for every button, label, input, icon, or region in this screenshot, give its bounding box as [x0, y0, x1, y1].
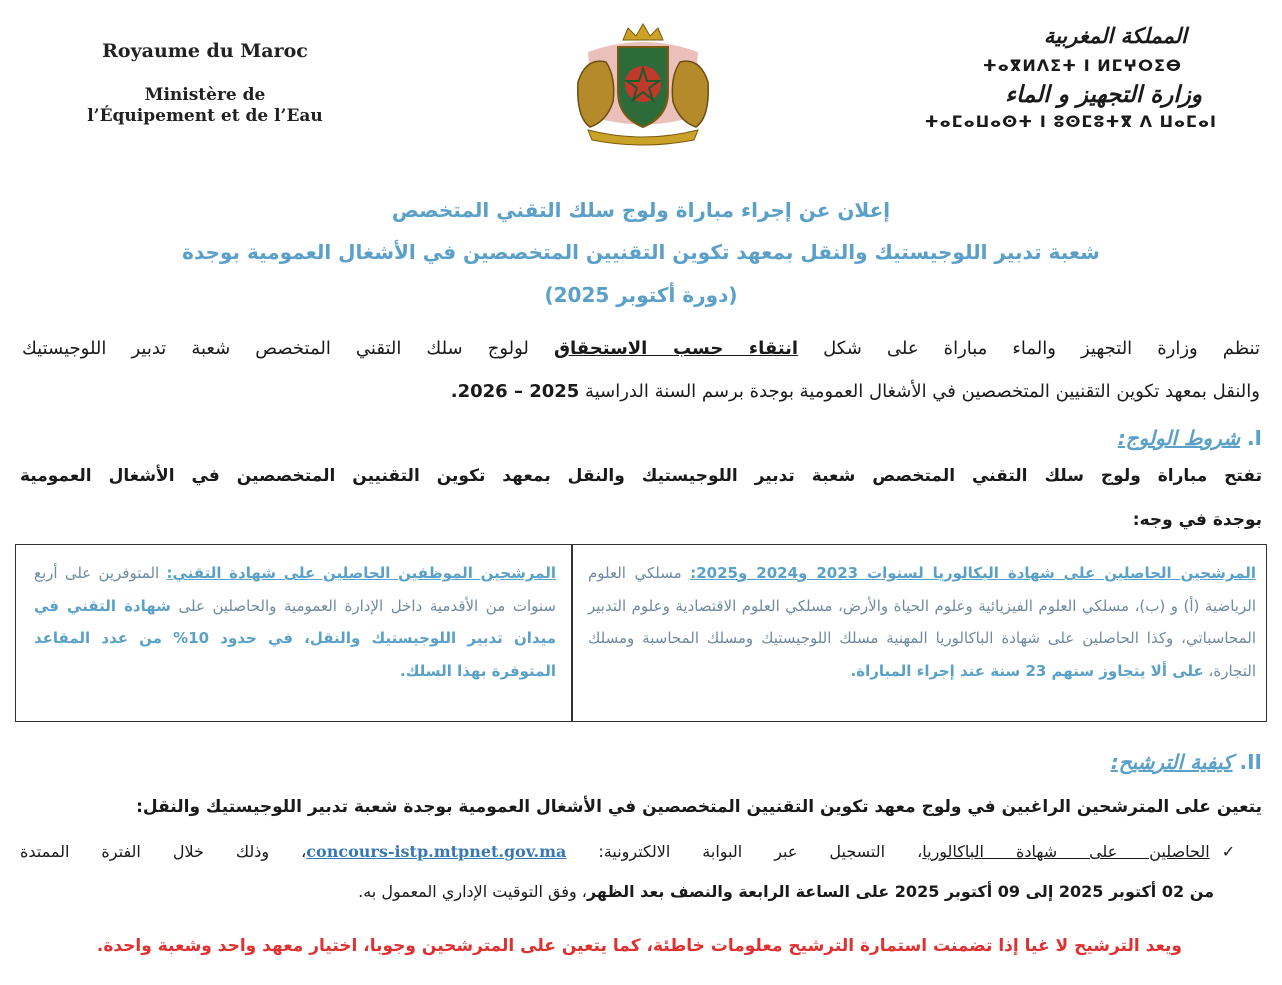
warning-note: ويعد الترشيح لا غيا إذا تضمنت استمارة الترشيح معلومات خاطئة، كما يتعين على المترشحين وجوبا، اختيار معهد واحد وشعبة واحدة. [96, 936, 1182, 956]
cell-age-condition: على ألا يتجاوز سنهم 23 سنة عند إجراء المباراة. [850, 661, 1204, 680]
conditions-intro-line1: تفتح مباراة ولوج سلك التقني المتخصص شعبة تدبير اللوجيستيك والنقل بمعهد تكوين التقنيين المتخصصين في الأشغال العمومية [20, 466, 1262, 486]
intro-text: تنظم وزارة التجهيز والماء مباراة على شكل [798, 338, 1260, 359]
intro-paragraph-line2 [22, 381, 1260, 402]
table-cell-employees [34, 557, 556, 687]
intro-line2-text: والنقل بمعهد تكوين التقنيين المتخصصين في الأشغال العمومية بوجدة برسم السنة الدراسية [579, 381, 1260, 402]
header-tifinagh-kingdom: ⵜⴰⴳⵍⴷⵉⵜ ⵏ ⵍⵎⵖⵔⵉⴱ [982, 56, 1182, 75]
cell-body: مسلكي العلوم الرياضية (أ) و (ب)، مسلكي العلوم الفيزيائية وعلوم الحياة والأرض، مسلكي العلوم الاقتصادية وعلوم التدبير المحاسباتي، وكذا الحاصلين على شهادة الباكالوريا المهنية مسلك اللوجيستيك ومسلك المحاسبة ومسلك التجارة، [588, 564, 1256, 680]
section-label: كيفية الترشيح: [1110, 750, 1233, 774]
cell-body: المتوفرين على أربع سنوات من الأقدمية داخل الإدارة العمومية والحاصلين على [34, 564, 556, 615]
announcement-title: إعلان عن إجراء مباراة ولوج سلك التقني المتخصص [391, 198, 891, 222]
header-french-ministry-line2: l’Équipement et de l’Eau [87, 106, 323, 126]
checkmark-icon: ✓ [1221, 842, 1262, 861]
bullet-tail: ، وذلك خلال الفترة الممتدة [20, 842, 307, 861]
portal-link[interactable]: concours-istp.mtpnet.gov.ma [306, 842, 567, 861]
header-french-ministry-line1: Ministère de [144, 85, 266, 105]
section-heading-application [862, 750, 1262, 774]
table-cell-baccalaureate [588, 557, 1256, 687]
header-tifinagh-ministry: ⵜⴰⵎⴰⵡⴰⵙⵜ ⵏ ⵓⵙⵎⵓⵜⴳ ⴷ ⵡⴰⵎⴰⵏ [924, 112, 1217, 131]
cell-quota: شهادة التقني في ميدان تدبير اللوجيستيك والنقل، في حدود 10% من عدد المقاعد المتوفرة بهذا السلك. [34, 596, 556, 680]
section-number: II. [1239, 750, 1262, 774]
intro-text-continued: لولوج سلك التقني المتخصص شعبة تدبير اللوجيستيك [22, 338, 554, 359]
section-number: I. [1246, 426, 1262, 450]
header-french-kingdom: Royaume du Maroc [102, 40, 308, 62]
table-divider [571, 545, 573, 721]
application-dates [14, 882, 1214, 901]
intro-highlight: انتقاء حسب الاستحقاق [553, 338, 799, 359]
intro-paragraph-line1 [22, 338, 1260, 359]
conditions-intro-line2: بوجدة في وجه: [1132, 510, 1262, 530]
section-label: شروط الولوج: [1117, 426, 1240, 450]
bullet-label: الحاصلين على شهادة الباكالوريا [922, 842, 1210, 861]
cell-heading: المرشحين الموظفين الحاصلين على شهادة التقني: [166, 564, 556, 582]
application-period: من 02 أكتوبر 2025 إلى 09 أكتوبر 2025 على الساعة الرابعة والنصف بعد الظهر [586, 882, 1214, 901]
eligibility-table [15, 544, 1267, 722]
announcement-subtitle: شعبة تدبير اللوجيستيك والنقل بمعهد تكوين التقنيين المتخصصين في الأشغال العمومية بوجدة [182, 240, 1100, 264]
announcement-session: (دورة أكتوبر 2025) [544, 283, 738, 307]
application-period-note: ، وفق التوقيت الإداري المعمول به. [358, 882, 587, 901]
coat-of-arms-icon [568, 22, 718, 147]
academic-year: 2025 – 2026. [450, 381, 580, 402]
bullet-text: ، التسجيل عبر البوابة الالكترونية: [566, 842, 923, 861]
application-bullet [20, 842, 1262, 861]
application-intro: يتعين على المترشحين الراغبين في ولوج معهد تكوين التقنيين المتخصصين في الأشغال العمومية بوجدة شعبة تدبير اللوجيستيك والنقل: [136, 797, 1262, 817]
header-arabic-kingdom: المملكة المغربية [1043, 24, 1187, 48]
header-arabic-ministry: وزارة التجهيز و الماء [1005, 82, 1202, 108]
section-heading-conditions [862, 426, 1262, 450]
cell-heading: المرشحين الحاصلين على شهادة البكالوريا لسنوات 2023 و2024 و2025: [690, 564, 1256, 582]
